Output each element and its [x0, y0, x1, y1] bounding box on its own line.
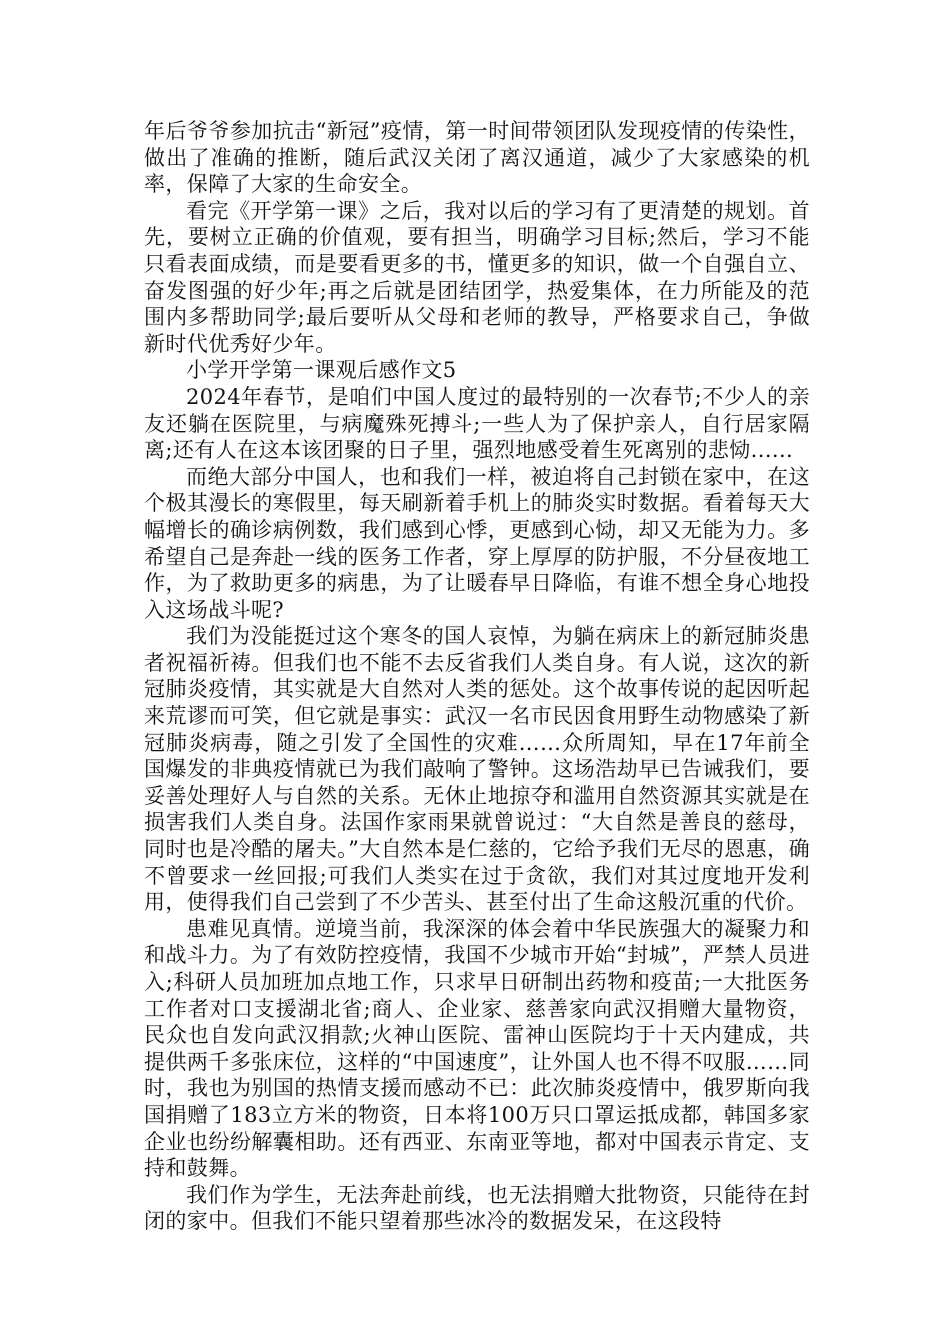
- paragraph-reflection-nature: 我们为没能挺过这个寒冬的国人哀悼，为躺在病床上的新冠肺炎患者祝福祈祷。但我们也不能不去反省我们人类自身。有人说，这次的新冠肺炎疫情，其实就是大自然对人类的惩处。这个故事传说的起因听起来荒谬而可笑，但它就是事实：武汉一名市民因食用野生动物感染了新冠肺炎病毒，随之引发了全国性的灾难……众所周知，早在17年前全国爆发的非典疫情就已为我们敲响了警钟。这场浩劫早已告诫我们，要妥善处理好人与自然的关系。无休止地掠夺和滥用自然资源其实就是在损害我们人类自身。法国作家雨果就曾说过：“大自然是善良的慈母，同时也是冷酷的屠夫。”大自然本是仁慈的，它给予我们无尽的恩惠，确不曾要求一丝回报;可我们人类实在过于贪欲，我们对其过度地开发利用，使得我们自己尝到了不少苦头、甚至付出了生命这般沉重的代价。: [144, 624, 810, 915]
- paragraph-grandfather-fight-covid: 年后爷爷参加抗击“新冠”疫情，第一时间带领团队发现疫情的传染性，做出了准确的推断，随后武汉关闭了离汉通道，减少了大家感染的机率，保障了大家的生命安全。: [144, 119, 810, 197]
- document-body: [144, 118, 810, 1235]
- paragraph-stay-home: 而绝大部分中国人，也和我们一样，被迫将自己封锁在家中，在这个极其漫长的寒假里，每天刷新着手机上的肺炎实时数据。看着每天大幅增长的确诊病例数，我们感到心悸，更感到心恸，却又无能为力。多希望自己是奔赴一线的医务工作者，穿上厚厚的防护服，不分昼夜地工作，为了救助更多的病患，为了让暖春早日降临，有谁不想全身心地投入这场战斗呢?: [144, 464, 810, 622]
- paragraph-study-plan: 看完《开学第一课》之后，我对以后的学习有了更清楚的规划。首先，要树立正确的价值观，要有担当，明确学习目标;然后，学习不能只看表面成绩，而是要看更多的书，懂更多的知识，做一个自强自立、奋发图强的好少年;再之后就是团结团学，热爱集体，在力所能及的范围内多帮助同学;最后要听从父母和老师的教导，严格要求自己，争做新时代优秀好少年。: [144, 198, 810, 356]
- paragraph-students: 我们作为学生，无法奔赴前线，也无法捐赠大批物资，只能待在封闭的家中。但我们不能只望着那些冰冷的数据发呆，在这段特: [144, 1182, 810, 1234]
- paragraph-solidarity: 患难见真情。逆境当前，我深深的体会着中华民族强大的凝聚力和和战斗力。为了有效防控疫情，我国不少城市开始“封城”，严禁人员进入;科研人员加班加点地工作，只求早日研制出药物和疫苗;一大批医务工作者对口支援湖北省;商人、企业家、慈善家向武汉捐赠大量物资，民众也自发向武汉捐款;火神山医院、雷神山医院均于十天内建成，共提供两千多张床位，这样的“中国速度”，让外国人也不得不叹服……同时，我也为别国的热情支援而感动不已：此次肺炎疫情中，俄罗斯向我国捐赠了183立方米的物资，日本将100万只口罩运抵成都，韩国多家企业也纷纷解囊相助。还有西亚、东南亚等地，都对中国表示肯定、支持和鼓舞。: [144, 916, 810, 1181]
- paragraph-spring-festival: 2024年春节，是咱们中国人度过的最特别的一次春节;不少人的亲友还躺在医院里，与病魔殊死搏斗;一些人为了保护亲人，自行居家隔离;还有人在这本该团聚的日子里，强烈地感受着生死离别的悲恸......: [144, 384, 810, 463]
- essay-title: 小学开学第一课观后感作文5: [186, 358, 457, 383]
